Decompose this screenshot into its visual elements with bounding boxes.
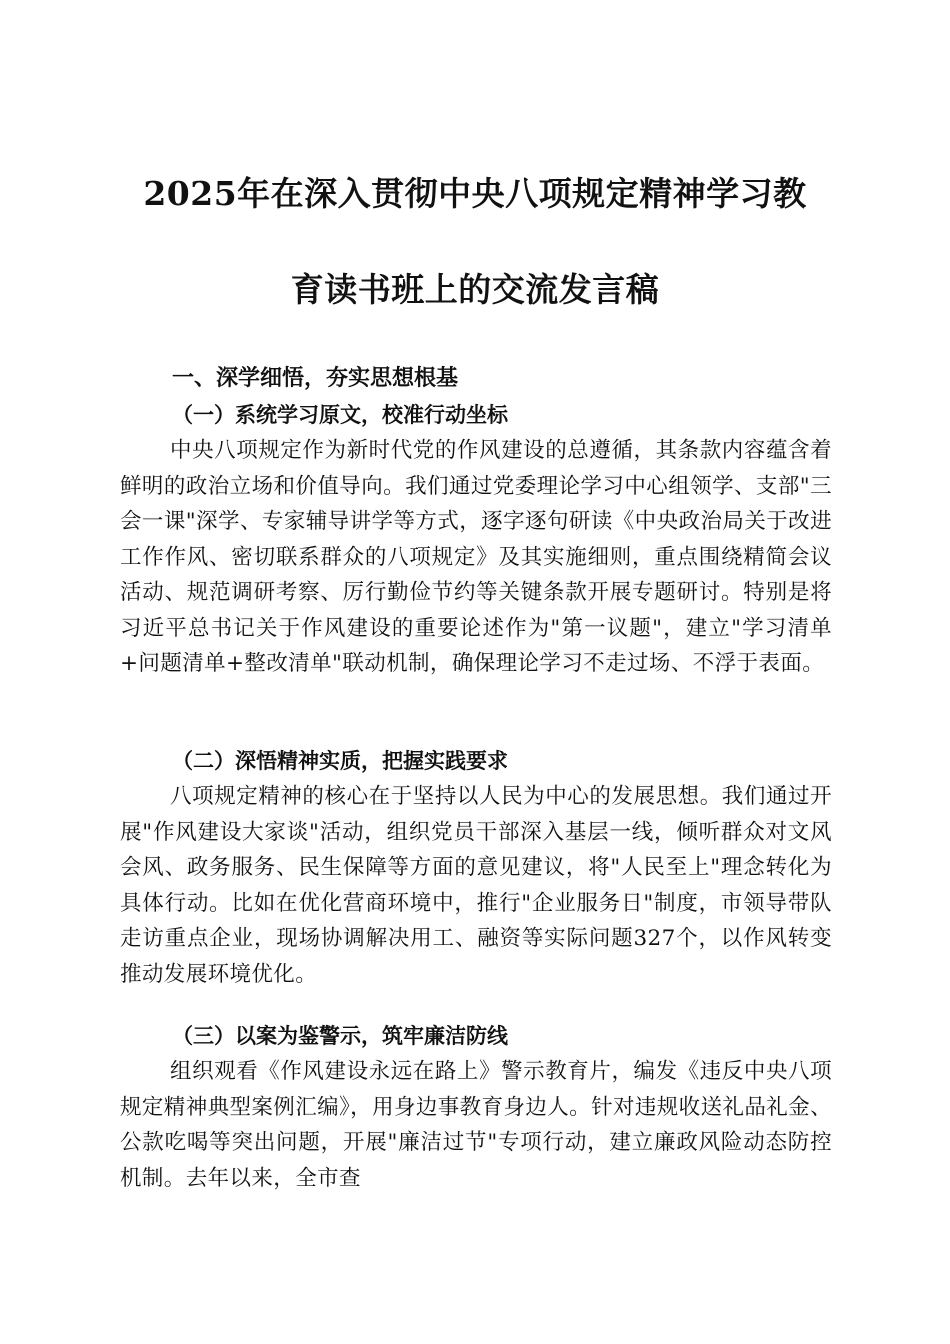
document-title-line-2: 育读书班上的交流发言稿	[290, 270, 660, 309]
document-title-line-1: 2025年在深入贯彻中央八项规定精神学习教	[143, 174, 807, 213]
subsection-2-paragraph: 八项规定精神的核心在于坚持以人民为中心的发展思想。我们通过开展"作风建设大家谈"活动，组织党员干部深入基层一线，倾听群众对文风会风、政务服务、民生保障等方面的意见建议，将"人民至上"理念转化为具体行动。比如在优化营商环境中，推行"企业服务日"制度，市领导带队走访重点企业，现场协调解决用工、融资等实际问题327个，以作风转变推动发展环境优化。	[120, 784, 832, 987]
subsection-1-heading: （一）系统学习原文，校准行动坐标	[172, 402, 508, 427]
section-1-heading: 一、深学细悟，夯实思想根基	[172, 366, 459, 391]
subsection-3-paragraph: 组织观看《作风建设永远在路上》警示教育片，编发《违反中央八项规定精神典型案例汇编》，用身边事教育身边人。针对违规收送礼品礼金、公款吃喝等突出问题，开展"廉洁过节"专项行动，建立廉政风险动态防控机制。去年以来，全市查	[120, 1059, 832, 1191]
subsection-2-heading: （二）深悟精神实质，把握实践要求	[172, 748, 508, 773]
subsection-1-paragraph: 中央八项规定作为新时代党的作风建设的总遵循，其条款内容蕴含着鲜明的政治立场和价值导向。我们通过党委理论学习中心组领学、支部"三会一课"深学、专家辅导讲学等方式，逐字逐句研读《中央政治局关于改进工作作风、密切联系群众的八项规定》及其实施细则，重点围绕精简会议活动、规范调研考察、厉行勤俭节约等关键条款开展专题研讨。特别是将习近平总书记关于作风建设的重要论述作为"第一议题"，建立"学习清单+问题清单+整改清单"联动机制，确保理论学习不走过场、不浮于表面。	[120, 438, 832, 676]
subsection-3-heading: （三）以案为鉴警示，筑牢廉洁防线	[172, 1023, 508, 1048]
